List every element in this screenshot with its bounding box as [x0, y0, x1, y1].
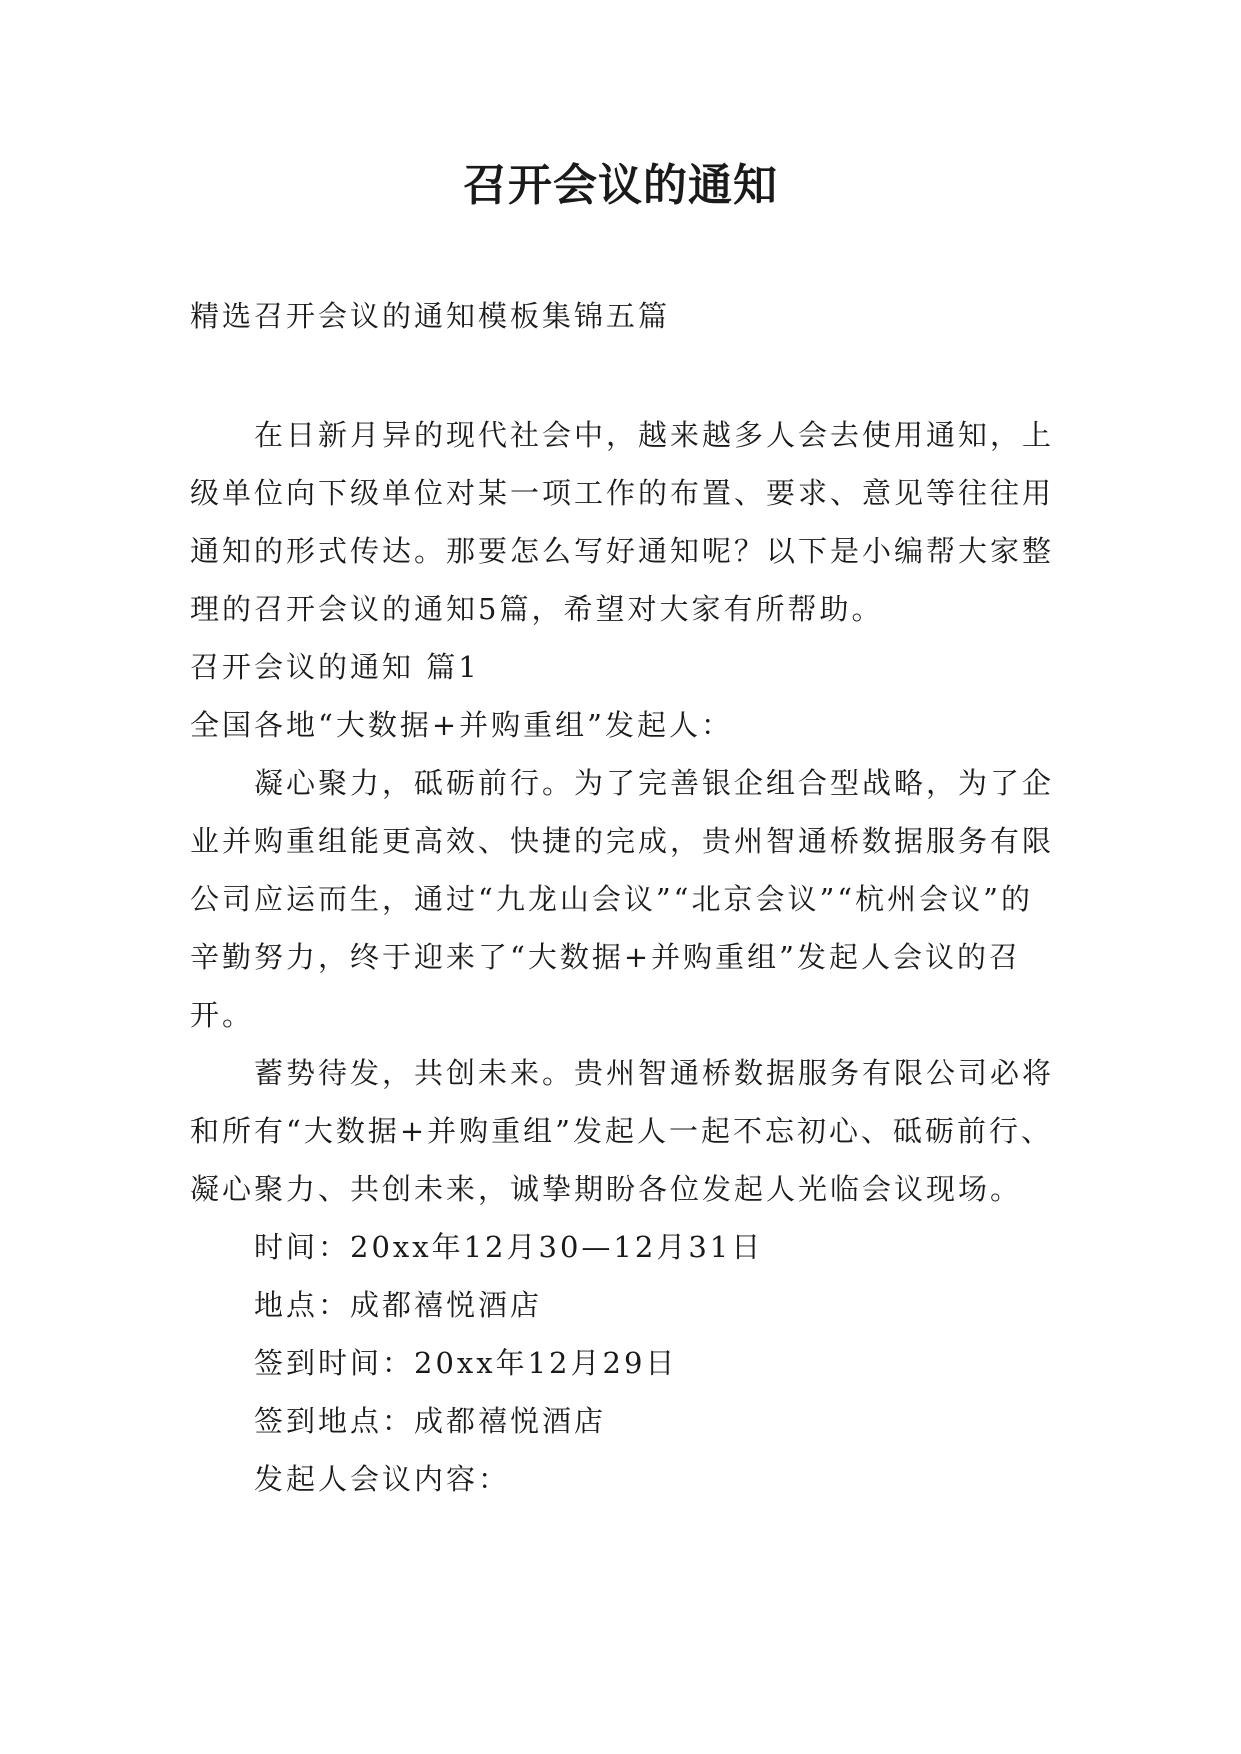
- document-subtitle: 精选召开会议的通知模板集锦五篇: [190, 299, 671, 333]
- body-paragraph-2: 蓄势待发，共创未来。贵州智通桥数据服务有限公司必将和所有“大数据+并购重组”发起人一起不忘初心、砥砺前行、凝心聚力、共创未来，诚挚期盼各位发起人光临会议现场。: [190, 1056, 1055, 1206]
- checkin-time: 签到时间：20xx年12月29日: [254, 1346, 678, 1380]
- checkin-location: 签到地点：成都禧悦酒店: [254, 1404, 607, 1438]
- salutation: 全国各地“大数据+并购重组”发起人：: [190, 708, 733, 742]
- meeting-location: 地点：成都禧悦酒店: [254, 1288, 543, 1322]
- section-heading: 召开会议的通知 篇1: [190, 650, 480, 684]
- document-title: 召开会议的通知: [463, 160, 778, 211]
- intro-paragraph: 在日新月异的现代社会中，越来越多人会去使用通知，上级单位向下级单位对某一项工作的布置、要求、意见等往往用通知的形式传达。那要怎么写好通知呢？以下是小编帮大家整理的召开会议的通知5篇，希望对大家有所帮助。: [190, 418, 1055, 626]
- body-paragraph-1: 凝心聚力，砥砺前行。为了完善银企组合型战略，为了企业并购重组能更高效、快捷的完成，贵州智通桥数据服务有限公司应运而生，通过“九龙山会议”“北京会议”“杭州会议”的辛勤努力，终于迎来了“大数据+并购重组”发起人会议的召开。: [190, 766, 1055, 1032]
- meeting-content-heading: 发起人会议内容：: [254, 1462, 511, 1496]
- meeting-time: 时间：20xx年12月30—12月31日: [254, 1230, 764, 1264]
- document-body: [190, 406, 1060, 1508]
